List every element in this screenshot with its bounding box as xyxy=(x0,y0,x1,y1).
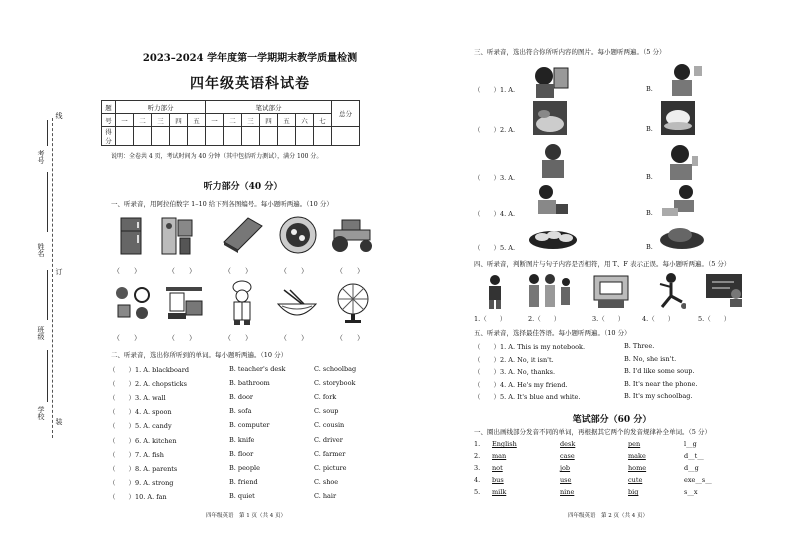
s1-answer-6[interactable]: （ ） xyxy=(113,334,141,342)
s2-item-option-b: B. bathroom xyxy=(229,379,270,388)
w1-number: 5. xyxy=(474,488,481,496)
s2-item-option-b: B. quiet xyxy=(229,491,255,500)
score-cell[interactable] xyxy=(116,127,134,146)
w1-word[interactable]: milk xyxy=(492,488,507,496)
section3-instruction: 三、听录音，选出符合你所听内容的图片。每小题听两遍。（5 分） xyxy=(474,48,666,56)
s2-item-option-b: B. knife xyxy=(229,435,255,444)
s2-item-option-a[interactable]: （ ）1. A. blackboard xyxy=(109,366,190,374)
soup-bowl-icon xyxy=(532,100,568,138)
kaohao-line xyxy=(47,120,48,146)
fan-icon xyxy=(334,282,372,326)
s5-item-option-b: B. Three. xyxy=(624,342,655,350)
s2-item-option-c: C. cousin xyxy=(314,421,345,430)
bathroom-icon xyxy=(160,214,194,260)
s1-answer-3[interactable]: （ ） xyxy=(224,267,252,275)
write-col-5: 五 xyxy=(278,114,296,127)
s3-item-5[interactable]: （ ）5. A. xyxy=(474,244,516,252)
cook-icon xyxy=(226,280,258,328)
fridge-icon xyxy=(118,216,144,258)
s5-item-option-b: B. I'd like some soup. xyxy=(624,367,695,375)
doctor-robot-icon xyxy=(590,272,632,312)
binding-margin xyxy=(0,0,72,549)
s4-answer-1[interactable]: 1.（ ） xyxy=(474,315,507,323)
listen-col-1: 一 xyxy=(116,114,134,127)
s3-b-5: B. xyxy=(646,243,653,251)
name-line-top xyxy=(47,172,48,232)
tractor-icon xyxy=(328,214,376,256)
s2-item-option-a[interactable]: （ ）2. A. chopsticks xyxy=(109,380,187,389)
write-col-7: 七 xyxy=(314,114,332,127)
roast-chicken-icon xyxy=(658,224,706,252)
score-written: 笔试部分 xyxy=(206,101,332,114)
s2-item-option-b: B. sofa xyxy=(229,407,252,416)
s2-item-option-a[interactable]: （ ）8. A. parents xyxy=(109,464,178,473)
girl-write-icon xyxy=(660,184,696,220)
living-room-icon xyxy=(162,283,206,325)
section5-instruction: 五、听录音，选择最佳答语。每小题听两遍。（10 分） xyxy=(474,329,631,337)
boy-standing-icon xyxy=(484,274,506,312)
s2-item-option-a[interactable]: （ ）9. A. strong xyxy=(109,478,174,487)
binding-line xyxy=(52,118,53,438)
section2-instruction: 二、听录音，选出你所听到的单词。每小题听两遍。（10 分） xyxy=(111,351,288,359)
score-cell[interactable] xyxy=(314,127,332,146)
school-line-top xyxy=(47,350,48,402)
s2-item-option-a[interactable]: （ ）5. A. candy xyxy=(109,422,172,431)
s5-item-option-b: B. No, she isn't. xyxy=(624,354,677,363)
w1-word[interactable]: case xyxy=(560,452,575,460)
score-hao: 号 xyxy=(102,114,116,127)
write-col-6: 六 xyxy=(296,114,314,127)
w1-fill-blank[interactable]: exe__s__ xyxy=(684,476,712,484)
exam-note: 说明：全卷共 4 页，考试时间为 40 分钟（其中包括听力测试），满分 100 分。 xyxy=(111,153,323,160)
w1-word[interactable]: pen xyxy=(628,440,641,448)
s2-item-option-a[interactable]: （ ）4. A. spoon xyxy=(109,408,172,417)
score-cell[interactable] xyxy=(260,127,278,146)
s1-answer-4[interactable]: （ ） xyxy=(280,267,308,275)
s4-answer-3[interactable]: 3.（ ） xyxy=(592,315,625,323)
w1-fill-blank[interactable]: s__x xyxy=(684,488,698,496)
s2-item-option-c: C. fork xyxy=(314,393,337,402)
s1-answer-7[interactable]: （ ） xyxy=(168,334,196,342)
s4-answer-4[interactable]: 4.（ ） xyxy=(642,315,675,323)
write-col-4: 四 xyxy=(260,114,278,127)
footballer-icon xyxy=(656,272,686,312)
score-table xyxy=(101,100,360,146)
margin-class: 班级 xyxy=(37,326,45,340)
w1-word[interactable]: use xyxy=(560,476,572,484)
score-cell[interactable] xyxy=(134,127,152,146)
w1-word[interactable]: nine xyxy=(560,488,575,496)
section1-instruction: 一、听录音，用阿拉伯数字 1–10 给下列各图编号。每小题听两遍。（10 分） xyxy=(111,200,333,208)
w1-word[interactable]: cute xyxy=(628,476,643,484)
s3-item-2[interactable]: （ ）2. A. xyxy=(474,126,516,134)
w1-fill-blank[interactable]: l__g xyxy=(684,440,697,448)
s3-b-4: B. xyxy=(646,209,653,217)
listen-col-3: 三 xyxy=(152,114,170,127)
s1-answer-8[interactable]: （ ） xyxy=(224,334,252,342)
w1-word[interactable]: man xyxy=(492,452,507,460)
s2-item-option-b: B. people xyxy=(229,463,260,472)
written-heading: 笔试部分（60 分） xyxy=(572,415,652,425)
s2-item-option-a[interactable]: （ ）7. A. fish xyxy=(109,450,164,459)
book-icon xyxy=(220,214,264,256)
boy-eating-icon xyxy=(530,64,570,102)
toys-icon xyxy=(112,283,152,325)
girl-phone-icon xyxy=(662,142,702,184)
s2-item-option-c: C. schoolbag xyxy=(314,365,357,373)
score-listening: 听力部分 xyxy=(116,101,206,114)
s2-item-option-c: C. storybook xyxy=(314,379,356,388)
s3-b-1: B. xyxy=(646,85,653,93)
s2-item-option-c: C. hair xyxy=(314,491,337,500)
s2-item-option-a[interactable]: （ ）10. A. fan xyxy=(109,492,167,501)
s1-answer-1[interactable]: （ ） xyxy=(113,267,141,275)
teacher-blackboard-icon xyxy=(704,272,744,310)
listening-heading: 听力部分（40 分） xyxy=(203,182,283,192)
score-cell[interactable] xyxy=(188,127,206,146)
score-cell[interactable] xyxy=(242,127,260,146)
s5-item-option-a[interactable]: （ ）1. A. This is my notebook. xyxy=(474,343,586,351)
boy-sit-icon xyxy=(534,184,570,220)
score-cell[interactable] xyxy=(278,127,296,146)
s5-item-option-b: B. It's near the phone. xyxy=(624,379,698,388)
score-defen: 得分 xyxy=(102,127,116,146)
s1-answer-2[interactable]: （ ） xyxy=(168,267,196,275)
w1-number: 3. xyxy=(474,464,481,472)
s2-item-option-c: C. soup xyxy=(314,407,339,416)
score-cell[interactable] xyxy=(152,127,170,146)
w1-word[interactable]: make xyxy=(628,452,646,460)
score-cell[interactable] xyxy=(224,127,242,146)
w1-word[interactable]: not xyxy=(492,464,503,472)
listen-col-2: 二 xyxy=(134,114,152,127)
score-ti: 题 xyxy=(102,101,116,114)
w1-word[interactable]: English xyxy=(492,440,517,448)
score-total: 总分 xyxy=(332,101,360,127)
page1-footer: 四年级英语 第 1 页（共 4 页） xyxy=(206,513,286,519)
s2-item-option-b: B. door xyxy=(229,393,254,402)
margin-name: 姓名 xyxy=(37,243,45,257)
s1-answer-10[interactable]: （ ） xyxy=(336,334,364,342)
dish-icon xyxy=(660,100,696,138)
s3-b-2: B. xyxy=(646,125,653,133)
write-col-2: 二 xyxy=(224,114,242,127)
write-col-3: 三 xyxy=(242,114,260,127)
w1-fill-blank[interactable]: d__t__ xyxy=(684,452,704,460)
w1-fill-blank[interactable]: d__g xyxy=(684,464,699,472)
s5-item-option-a[interactable]: （ ）4. A. He's my friend. xyxy=(474,380,568,389)
year-title: 2023–2024 学年度第一学期期末教学质量检测 xyxy=(142,53,358,64)
s5-item-option-a[interactable]: （ ）3. A. No, thanks. xyxy=(474,368,556,376)
s3-item-1[interactable]: （ ）1. A. xyxy=(474,86,516,94)
margin-school: 学校 xyxy=(37,406,45,420)
s1-answer-9[interactable]: （ ） xyxy=(280,334,308,342)
score-cell[interactable] xyxy=(296,127,314,146)
boy-cap-icon xyxy=(536,142,570,184)
girl-watching-icon xyxy=(660,62,704,100)
s5-item-option-a[interactable]: （ ）2. A. No, it isn't. xyxy=(474,355,554,364)
w1-word[interactable]: home xyxy=(628,464,647,472)
s5-item-option-b: B. It's my schoolbag. xyxy=(624,392,693,400)
s2-item-option-c: C. shoe xyxy=(314,477,339,486)
s2-item-option-c: C. driver xyxy=(314,435,343,444)
section4-instruction: 四、听录音，判断图片与句子内容是否相符，用 T、F 表示正误。每小题听两遍。（5 分） xyxy=(474,260,731,268)
s2-item-option-c: C. farmer xyxy=(314,449,346,458)
score-cell[interactable] xyxy=(170,127,188,146)
w1-number: 1. xyxy=(474,440,481,448)
s2-item-option-b: B. friend xyxy=(229,477,258,486)
w1-word[interactable]: desk xyxy=(560,440,576,448)
s2-item-option-b: B. floor xyxy=(229,449,254,458)
family-icon xyxy=(526,272,574,312)
noodle-bowl-icon xyxy=(274,288,320,324)
s2-item-option-c: C. picture xyxy=(314,463,347,472)
s2-item-option-a[interactable]: （ ）3. A. wall xyxy=(109,394,166,403)
s2-item-option-a[interactable]: （ ）6. A. kitchen xyxy=(109,436,177,445)
w1-number: 4. xyxy=(474,476,481,484)
s3-b-3: B. xyxy=(646,173,653,181)
s4-answer-5[interactable]: 5.（ ） xyxy=(698,315,731,323)
w1-word[interactable]: bus xyxy=(492,476,504,484)
s3-item-3[interactable]: （ ）3. A. xyxy=(474,174,516,182)
w1-word[interactable]: job xyxy=(560,464,571,472)
margin-zhuang: 装 xyxy=(55,418,63,425)
listen-col-5: 五 xyxy=(188,114,206,127)
listen-col-4: 四 xyxy=(170,114,188,127)
class-line-top xyxy=(47,270,48,320)
score-cell-total[interactable] xyxy=(332,127,360,146)
s4-answer-2[interactable]: 2.（ ） xyxy=(528,315,561,323)
w1-word[interactable]: big xyxy=(628,488,639,496)
written1-instruction: 一、圈出画线部分发音不同的单词，再根据其它两个的发音规律补全单词。（5 分） xyxy=(474,428,711,436)
s2-item-option-b: B. computer xyxy=(229,421,270,430)
food-plate-icon xyxy=(276,214,320,258)
margin-ding: 订 xyxy=(55,268,63,275)
write-col-1: 一 xyxy=(206,114,224,127)
s1-answer-5[interactable]: （ ） xyxy=(336,267,364,275)
s3-item-4[interactable]: （ ）4. A. xyxy=(474,210,516,218)
paper-title: 四年级英语科试卷 xyxy=(190,76,310,92)
dumplings-icon xyxy=(528,226,578,252)
s2-item-option-b: B. teacher's desk xyxy=(229,365,286,373)
w1-number: 2. xyxy=(474,452,481,460)
margin-kaohao: 考号 xyxy=(37,150,45,164)
s5-item-option-a[interactable]: （ ）5. A. It's blue and white. xyxy=(474,393,581,401)
margin-xian: 线 xyxy=(55,112,63,119)
page2-footer: 四年级英语 第 2 页（共 4 页） xyxy=(568,513,648,519)
score-cell[interactable] xyxy=(206,127,224,146)
